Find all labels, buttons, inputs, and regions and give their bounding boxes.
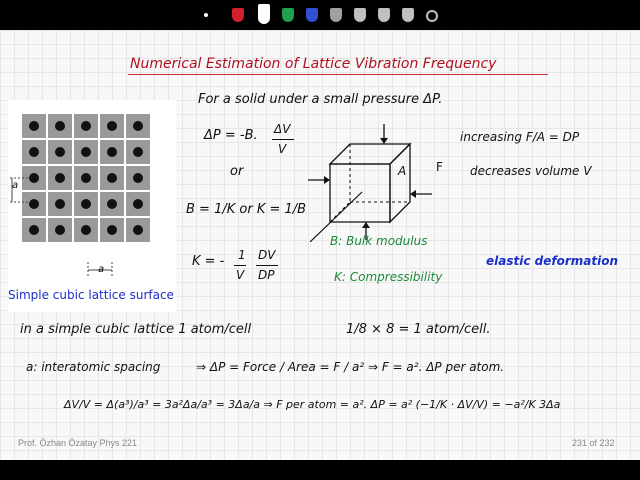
lattice-atom bbox=[55, 121, 65, 131]
lattice-atom bbox=[29, 173, 39, 183]
pen-icon[interactable] bbox=[330, 8, 342, 22]
intro-text: For a solid under a small pressure ΔP. bbox=[198, 92, 443, 107]
eq-dp-den: V bbox=[278, 142, 287, 156]
circle-icon[interactable] bbox=[426, 10, 438, 22]
lattice-figure bbox=[8, 100, 176, 312]
lattice-atom bbox=[107, 225, 117, 235]
lattice-atom bbox=[55, 147, 65, 157]
label-a: A bbox=[398, 164, 407, 178]
pen-icon[interactable] bbox=[378, 8, 390, 22]
lattice-atom bbox=[107, 121, 117, 131]
lattice-atom bbox=[81, 199, 91, 209]
eq-b-k: B = 1/K or K = 1/B bbox=[186, 202, 307, 217]
pressure-force-eq: ⇒ ΔP = Force / Area = F / a² ⇒ F = a². ΔP per atom. bbox=[196, 360, 505, 374]
lattice-atom bbox=[107, 147, 117, 157]
eq-k-left: K = - bbox=[192, 254, 225, 269]
lattice-atom bbox=[29, 225, 39, 235]
annotation-toolbar bbox=[0, 0, 640, 30]
lattice-atom bbox=[55, 173, 65, 183]
lattice-atom bbox=[133, 147, 143, 157]
lattice-atom bbox=[133, 121, 143, 131]
lattice-atom bbox=[133, 173, 143, 183]
lattice-grid-svg bbox=[8, 100, 176, 312]
decreases-text: decreases volume V bbox=[470, 164, 592, 178]
lattice-atom bbox=[81, 121, 91, 131]
footer-author: Prof. Özhan Özatay Phys 221 bbox=[18, 438, 138, 448]
pen-icon[interactable] bbox=[232, 8, 244, 22]
pen-icon[interactable] bbox=[258, 4, 270, 24]
dot-icon[interactable] bbox=[200, 8, 212, 22]
footer-bar bbox=[0, 460, 640, 480]
eq-dp-num: ΔV bbox=[274, 122, 291, 136]
lattice-atom bbox=[81, 225, 91, 235]
lattice-atom bbox=[107, 199, 117, 209]
fraction-bar bbox=[256, 265, 278, 266]
fraction-bar bbox=[272, 139, 294, 140]
pen-icon[interactable] bbox=[402, 8, 414, 22]
lattice-atom bbox=[107, 173, 117, 183]
lattice-atom bbox=[55, 199, 65, 209]
lattice-atom bbox=[55, 225, 65, 235]
spacing-text: a: interatomic spacing bbox=[26, 360, 161, 374]
lattice-atom bbox=[81, 173, 91, 183]
eq-dp-left: ΔP = -B. bbox=[204, 128, 258, 143]
bulk-modulus-text: B: Bulk modulus bbox=[330, 234, 428, 248]
lattice-label-a-left: a bbox=[12, 180, 19, 191]
increasing-text: increasing F/A = DP bbox=[460, 130, 580, 144]
lattice-atom bbox=[29, 199, 39, 209]
or-text: or bbox=[230, 164, 244, 179]
fraction-bar bbox=[234, 265, 246, 266]
simple-cubic-text: in a simple cubic lattice 1 atom/cell bbox=[20, 322, 252, 337]
cube-diagram bbox=[300, 122, 440, 242]
footer-page: 231 of 232 bbox=[572, 438, 615, 448]
atom-count-text: 1/8 × 8 = 1 atom/cell. bbox=[346, 322, 491, 337]
eq-k-den: DP bbox=[258, 268, 275, 282]
notes-page[interactable] bbox=[0, 30, 640, 460]
eq-k-v: V bbox=[236, 268, 245, 282]
eq-k-one: 1 bbox=[238, 248, 246, 262]
eq-k-num: DV bbox=[258, 248, 276, 262]
slide-title: Numerical Estimation of Lattice Vibration Frequency bbox=[130, 56, 497, 72]
lattice-label-a-bottom: a bbox=[98, 264, 105, 275]
lattice-surface-caption: Simple cubic lattice surface bbox=[8, 288, 174, 302]
pen-icon[interactable] bbox=[306, 8, 318, 22]
label-f: F bbox=[436, 160, 443, 174]
compressibility-text: K: Compressibility bbox=[334, 270, 443, 284]
lattice-atom bbox=[133, 225, 143, 235]
title-underline bbox=[128, 74, 548, 75]
pen-icon[interactable] bbox=[282, 8, 294, 22]
lattice-atom bbox=[29, 147, 39, 157]
lattice-atom bbox=[133, 199, 143, 209]
volume-force-eq: ΔV/V = Δ(a³)/a³ = 3a²Δa/a³ = 3Δa/a ⇒ F per atom = a². ΔP = a² (−1/K · ΔV/V) = −a²/K 3Δa bbox=[64, 398, 561, 411]
elastic-deformation-text: elastic deformation bbox=[486, 254, 618, 268]
lattice-atom bbox=[81, 147, 91, 157]
lattice-atom bbox=[29, 121, 39, 131]
pen-icon[interactable] bbox=[354, 8, 366, 22]
